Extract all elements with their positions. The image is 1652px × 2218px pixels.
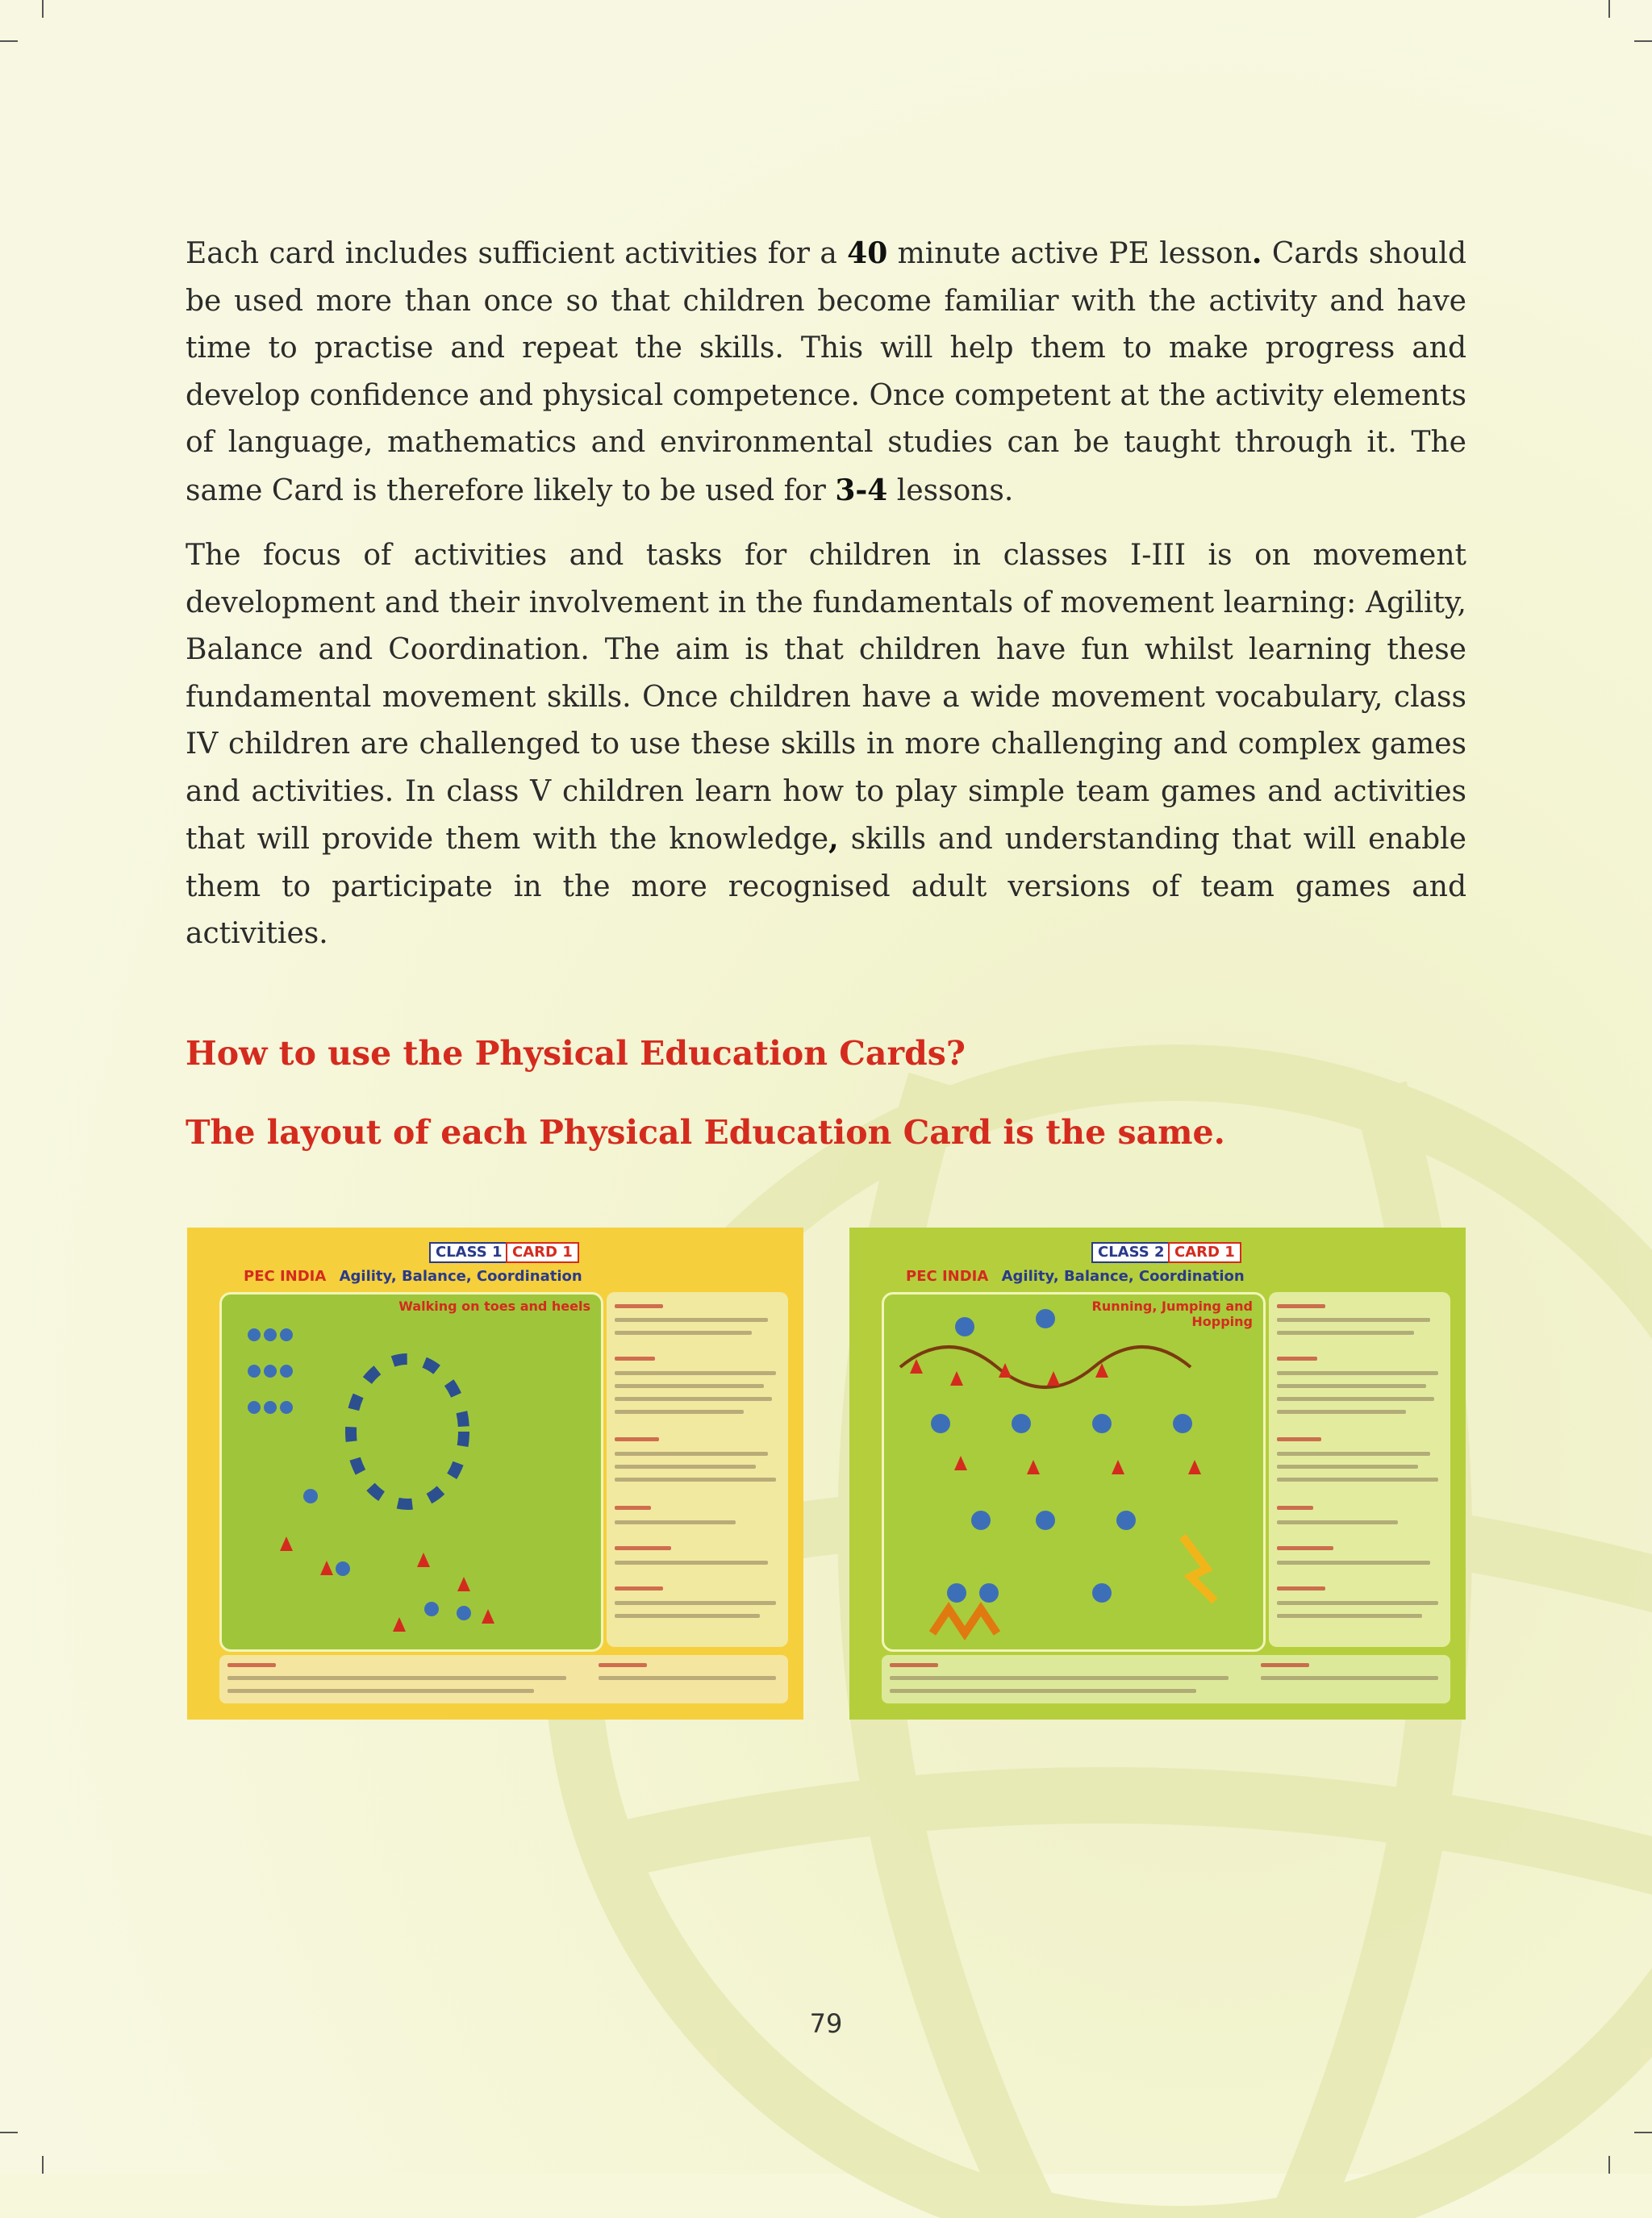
text-run: Each card includes sufficient activities for a [186,237,848,270]
card-notes-column [607,1292,788,1647]
card-footer-notes [882,1655,1450,1703]
card-notes-column [1269,1292,1450,1647]
crop-mark [42,2156,44,2174]
pe-card-thumbnail [187,1228,803,1720]
section-subheading: The layout of each Physical Education Card is the same. [186,1113,1225,1152]
children-illustration [222,1295,601,1649]
card-subtitle-row [906,1268,1245,1285]
pe-card-thumbnail [849,1228,1466,1720]
text-run: lessons. [887,473,1014,507]
crop-mark [0,40,18,42]
crop-mark [1608,0,1610,18]
bold-text: . [1251,236,1262,270]
activity-illustration-panel [219,1292,603,1652]
crop-mark [42,0,44,18]
text-run: minute active PE lesson [887,237,1252,270]
crop-mark [1634,2132,1652,2133]
bold-text: 3-4 [835,473,888,507]
body-text [186,230,1466,976]
text-run: The focus of activities and tasks for children in classes I-III is on movement development and their involvement in the fundamentals of movement learning: Agility, Balance and Coordination. The aim is that children have fun whilst learning these fundamental movement skills. Once children have a wide movement vocabulary, class IV children are challenged to use these skills in more challenging and complex games and activities. In class V children learn how to play simple team games and activities that will provide them with the knowledge [186,539,1466,856]
paragraph [186,532,1466,958]
text-run: Cards should be used more than once so that children become familiar with the activity and have time to practise and repeat the skills. This will help them to make progress and develop confidence and physical competence. Once competent at the activity elements of language, mathematics and environmental studies can be taught through it. The same Card is therefore likely to be used for [186,237,1466,507]
card-badge: CARD 1 [506,1242,579,1263]
bold-text: , [828,822,839,856]
page-number: 79 [809,2008,843,2039]
card-subtitle: Agility, Balance, Coordination [1001,1268,1245,1285]
children-illustration [884,1295,1263,1649]
crop-mark [1634,40,1652,42]
card-footer-notes [219,1655,788,1703]
card-badge: CARD 1 [1168,1242,1241,1263]
activity-illustration-panel [882,1292,1266,1652]
crop-mark [0,2132,18,2133]
pec-logo: PEC INDIA [906,1268,989,1285]
section-heading: How to use the Physical Education Cards? [186,1034,966,1073]
text-run: skills and understanding that will enable them to participate in the more recognised adult versions of team games and activities. [186,823,1466,950]
card-subtitle: Agility, Balance, Coordination [339,1268,582,1285]
activity-title: Running, Jumping and Hopping [1091,1299,1253,1329]
pec-logo: PEC INDIA [244,1268,327,1285]
class-badge: CLASS 2 [1091,1242,1171,1263]
card-subtitle-row [244,1268,582,1285]
bold-text: 40 [847,236,888,270]
class-badge: CLASS 1 [429,1242,509,1263]
paragraph [186,230,1466,515]
crop-mark [1608,2156,1610,2174]
activity-title: Walking on toes and heels [398,1299,590,1314]
